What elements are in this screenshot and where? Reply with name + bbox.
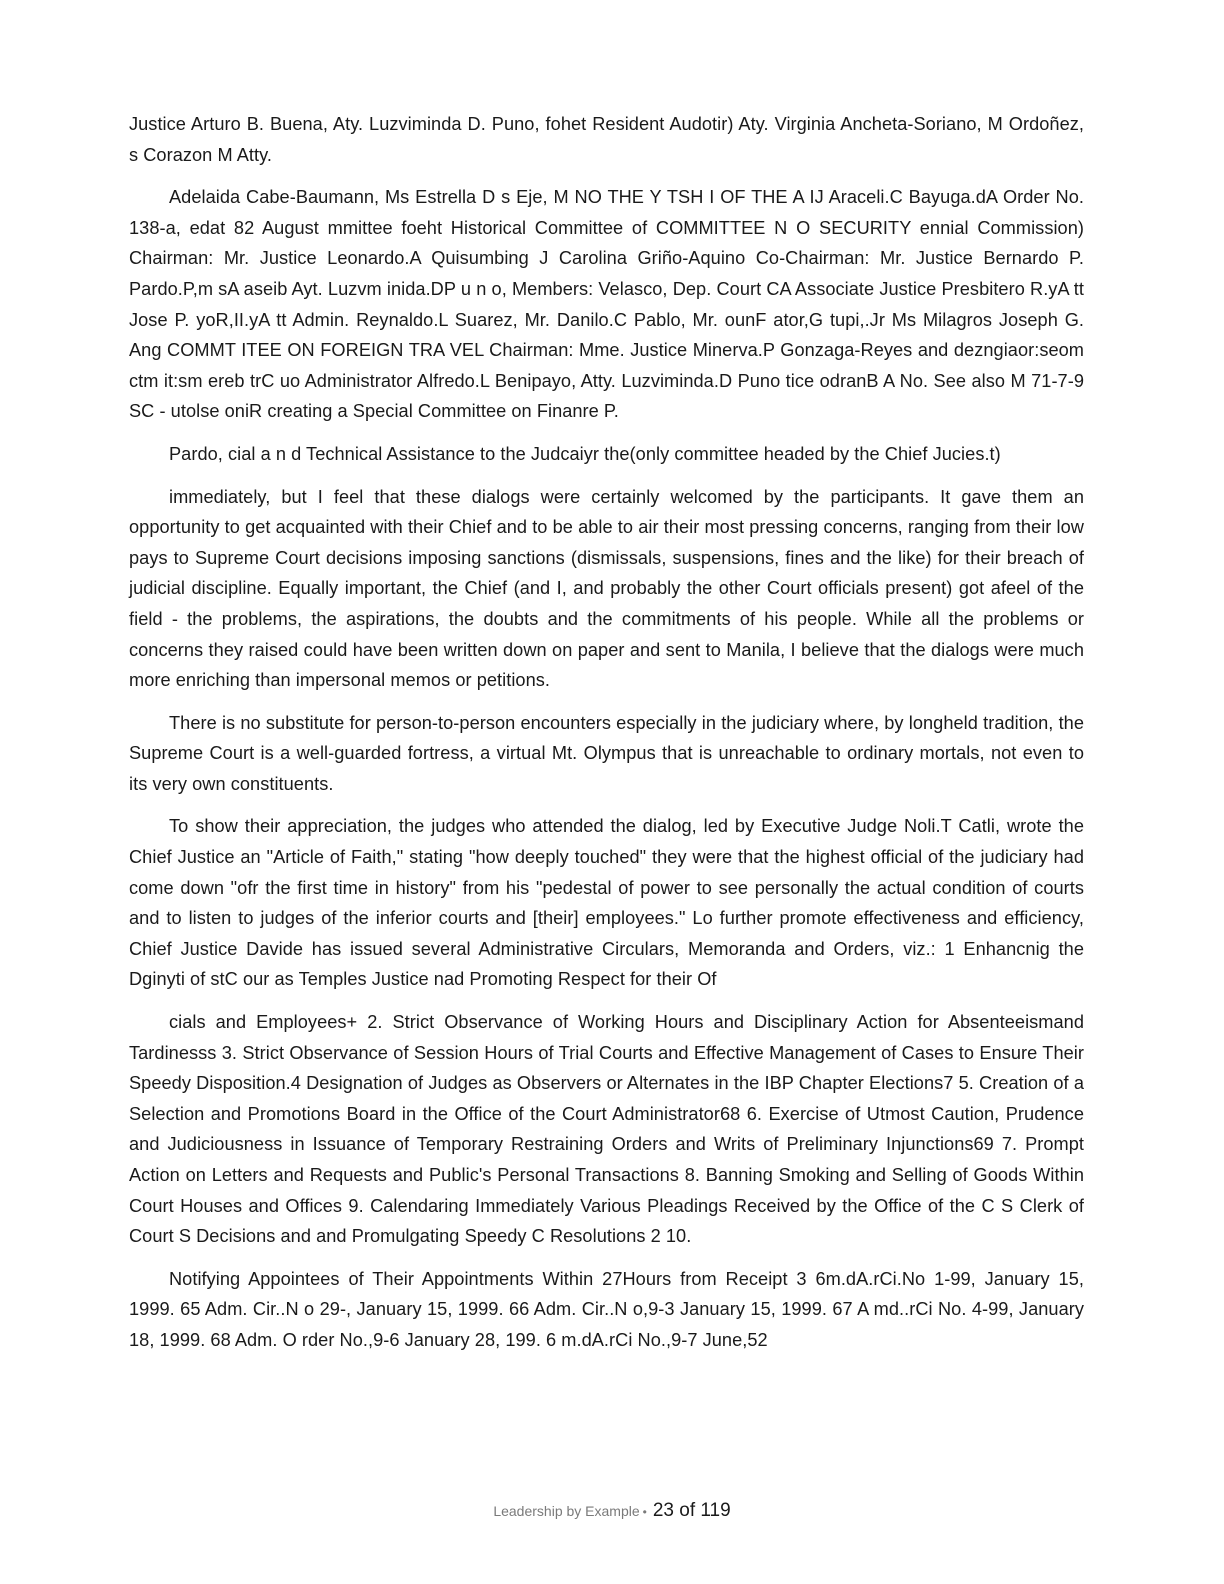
paragraph: There is no substitute for person-to-person encounters especially in the judiciary where, by longheld tradition, the Supreme Court is a well-guarded fortress, a virtual Mt. Olympus that is unreachable to ordinary mortals, not even to its very own constituents. [129, 712, 1084, 794]
page-footer [0, 1500, 1224, 1522]
paragraph: immediately, but I feel that these dialogs were certainly welcomed by the participants. It gave them an opportunity to get acquainted with their Chief and to be able to air their most pressing concerns, ranging from their low pays to Supreme Court decisions imposing sanctions (dismissals, suspensions, fines and the like) for their breach of judicial discipline. Equally important, the Chief (and I, and probably the other Court officials present) got afeel of the field - the problems, the aspirations, the doubts and the commitments of his people. While all the problems or concerns they raised could have been written down on paper and sent to Manila, I believe that the dialogs were much more enriching than impersonal memos or petitions. [129, 486, 1084, 691]
paragraph: cials and Employees+ 2. Strict Observance of Working Hours and Disciplinary Action for Absenteeismand Tardinesss 3. Strict Observance of Session Hours of Trial Courts and Effective Management of Cases to Ensure Their Speedy Disposition.4 Designation of Judges as Observers or Alternates in the IBP Chapter Elections7 5. Creation of a Selection and Promotions Board in the Office of the Court Administrator68 6. Exercise of Utmost Caution, Prudence and Judiciousness in Issuance of Temporary Restraining Orders and Writs of Preliminary Injunctions69 7. Prompt Action on Letters and Requests and Public's Personal Transactions 8. Banning Smoking and Selling of Goods Within Court Houses and Offices 9. Calendaring Immediately Various Pleadings Received by the Office of the C S Clerk of Court S Decisions and and Promulgating Speedy C Resolutions 2 10. [129, 1012, 1084, 1247]
paragraph: Justice Arturo B. Buena, Aty. Luzviminda D. Puno, fohet Resident Audotir) Aty. Virginia Ancheta-Soriano, M Ordoñez, s Corazon M Atty. [129, 114, 1084, 165]
page-number: 23 of 119 [652, 1500, 731, 1521]
paragraph: Notifying Appointees of Their Appointments Within 27Hours from Receipt 3 6m.dA.rCi.No 1-99, January 15, 1999. 65 Adm. Cir..N o 29-, January 15, 1999. 66 Adm. Cir..N o,9-3 January 15, 1999. 67 A md..rCi No. 4-99, January 18, 1999. 68 Adm. O rder No.,9-6 January 28, 199. 6 m.dA.rCi No.,9-7 June,52 [129, 1268, 1084, 1350]
footer-title: Leadership by Example [493, 1503, 640, 1519]
paragraph: To show their appreciation, the judges who attended the dialog, led by Executive Judge Noli.T Catli, wrote the Chief Justice an "Article of Faith," stating "how deeply touched" they were that the highest official of the judiciary had come down "ofr the first time in history" from his "pedestal of power to see personally the actual condition of courts and to listen to judges of the inferior courts and [their] employees." Lo further promote effectiveness and efficiency, Chief Justice Davide has issued several Administrative Circulars, Memoranda and Orders, viz.: 1 Enhancnig the Dginyti of stC our as Temples Justice nad Promoting Respect for their Of [129, 816, 1084, 990]
bullet-icon: • [642, 1505, 647, 1519]
paragraph: Pardo, cial a n d Technical Assistance to the Judcaiyr the(only committee headed by the Chief Jucies.t) [169, 443, 1001, 464]
document-body [129, 109, 1084, 1368]
paragraph: Adelaida Cabe-Baumann, Ms Estrella D s Eje, M NO THE Y TSH I OF THE A IJ Araceli.C Bayuga.dA Order No. 138-a, edat 82 August mmittee foeht Historical Committee of COMMITTEE N O SECURITY ennial Commission) Chairman: Mr. Justice Leonardo.A Quisumbing J Carolina Griño-Aquino Co-Chairman: Mr. Justice Bernardo P. Pardo.P,m sA aseib Ayt. Luzvm inida.DP u n o, Members: Velasco, Dep. Court CA Associate Justice Presbitero R.yA tt Jose P. yoR,II.yA tt Admin. Reynaldo.L Suarez, Mr. Danilo.C Pablo, Mr. ounF ator,G tupi,.Jr Ms Milagros Joseph G. Ang COMMT ITEE ON FOREIGN TRA VEL Chairman: Mme. Justice Minerva.P Gonzaga-Reyes and dezngiaor:seom ctm it:sm ereb trC uo Administrator Alfredo.L Benipayo, Atty. Luzviminda.D Puno tice odranB A No. See also M 71-7-9 SC - utolse oniR creating a Special Committee on Finanre P. [129, 187, 1084, 422]
